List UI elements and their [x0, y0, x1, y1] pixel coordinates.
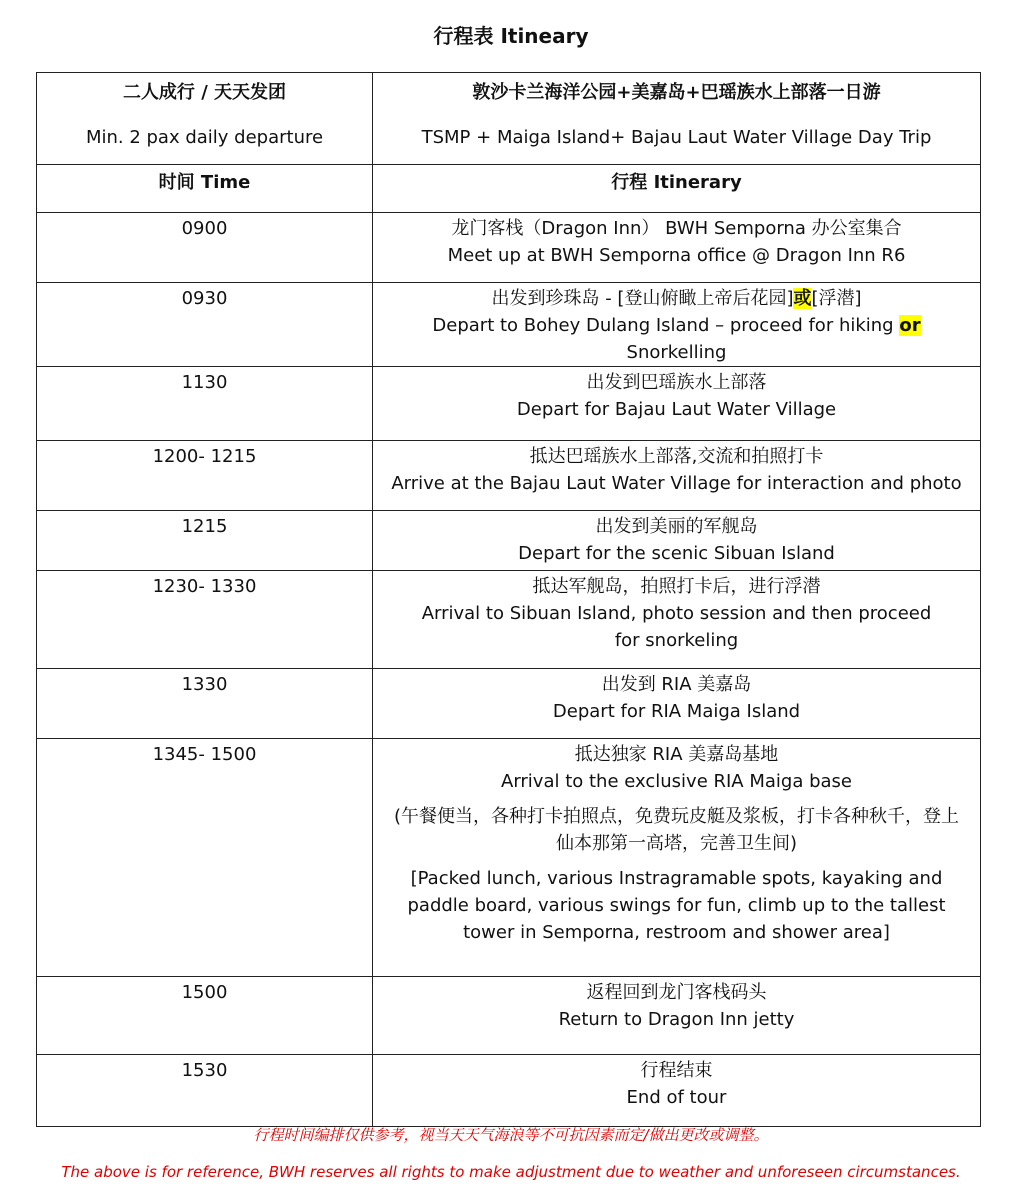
row-itinerary-zh: 返程回到龙门客栈码头 [586, 982, 767, 1003]
row-itinerary-zh: 出发到美丽的军舰岛 [595, 516, 758, 537]
min-pax-en: Min. 2 pax daily departure [85, 127, 324, 148]
row-itinerary [373, 441, 981, 511]
disclaimer-en: The above is for reference, BWH reserves all rights to make adjustment due to weather and unforeseen circumstances. [61, 1163, 961, 1181]
row-itinerary-en: Arrive at the Bajau Laut Water Village for interaction and photo [391, 473, 962, 494]
row-itinerary [373, 571, 981, 669]
row-itinerary-zh: 行程结束 [640, 1060, 713, 1081]
row-itinerary-en: Depart for the scenic Sibuan Island [518, 543, 835, 564]
en-part-b: Snorkelling [626, 342, 727, 363]
highlight-or-zh: 或 [793, 288, 812, 309]
amenities-note-zh: (午餐便当，各种打卡拍照点，免费玩皮艇及浆板，打卡各种秋千，登上仙本那第一高塔，完善卫生间) [393, 806, 960, 854]
table-row [37, 571, 981, 669]
row-itinerary [373, 1055, 981, 1127]
table-row [37, 367, 981, 441]
amenities-note-en: [Packed lunch, various Instragramable spots, kayaking and paddle board, various swings for fun, climb up to the tallest tower in Semporna, restroom and shower area] [407, 868, 946, 943]
row-itinerary [373, 511, 981, 571]
zh-part-a: 出发到珍珠岛 - [登山俯瞰上帝后花园] [491, 288, 794, 309]
row-time: 1130 [37, 367, 373, 441]
row-time: 1230- 1330 [37, 571, 373, 669]
row-itinerary [373, 739, 981, 977]
row-time: 1500 [37, 977, 373, 1055]
column-header-time: 时间 Time [37, 165, 373, 213]
table-row [37, 511, 981, 571]
row-itinerary-zh: 出发到 RIA 美嘉岛 [601, 674, 752, 695]
row-time: 1330 [37, 669, 373, 739]
table-row [37, 977, 981, 1055]
row-itinerary-en: Depart for RIA Maiga Island [552, 701, 801, 722]
row-itinerary [373, 977, 981, 1055]
table-row [37, 213, 981, 283]
column-header-itinerary: 行程 Itinerary [373, 165, 981, 213]
row-time: 1530 [37, 1055, 373, 1127]
highlight-or-en: or [899, 315, 921, 336]
row-time: 0900 [37, 213, 373, 283]
table-row [37, 739, 981, 977]
trip-name-zh: 敦沙卡兰海洋公园+美嘉岛+巴瑶族水上部落一日游 [472, 82, 881, 103]
row-time: 1345- 1500 [37, 739, 373, 977]
row-itinerary-zh [383, 285, 970, 312]
header-cell-trip [373, 73, 981, 165]
table-row [37, 441, 981, 511]
table-row [37, 283, 981, 367]
row-itinerary-en [383, 312, 970, 366]
row-itinerary [373, 213, 981, 283]
row-itinerary-zh: 抵达军舰岛，拍照打卡后，进行浮潜 [532, 576, 821, 597]
row-itinerary-zh: 抵达独家 RIA 美嘉岛基地 [574, 744, 779, 765]
column-header-row [37, 165, 981, 213]
page-title: 行程表 Itineary [433, 24, 589, 48]
disclaimer-zh: 行程时间编排仅供参考，视当天天气海浪等不可抗因素而定/做出更改或调整。 [253, 1126, 769, 1144]
row-itinerary-zh: 出发到巴瑶族水上部落 [586, 372, 767, 393]
row-time: 1200- 1215 [37, 441, 373, 511]
table-row [37, 1055, 981, 1127]
row-itinerary-en: Return to Dragon Inn jetty [558, 1009, 795, 1030]
row-itinerary-en: Arrival to the exclusive RIA Maiga base [501, 771, 852, 792]
header-cell-group [37, 73, 373, 165]
header-row [37, 73, 981, 165]
row-time: 1215 [37, 511, 373, 571]
row-itinerary-zh: 抵达巴瑶族水上部落,交流和拍照打卡 [529, 446, 824, 467]
row-itinerary [373, 283, 981, 367]
row-itinerary-en: End of tour [626, 1087, 727, 1108]
row-itinerary-en: Arrival to Sibuan Island, photo session and then proceed for snorkeling [421, 603, 932, 651]
zh-part-b: [浮潜] [811, 288, 862, 309]
itinerary-table [36, 72, 981, 1127]
row-itinerary-en: Depart for Bajau Laut Water Village [516, 399, 837, 420]
trip-name-en: TSMP + Maiga Island+ Bajau Laut Water Village Day Trip [421, 127, 932, 148]
row-itinerary [373, 367, 981, 441]
row-itinerary-en: Meet up at BWH Semporna office @ Dragon Inn R6 [447, 245, 906, 266]
row-time: 0930 [37, 283, 373, 367]
en-part-a: Depart to Bohey Dulang Island – proceed for hiking [432, 315, 900, 336]
table-row [37, 669, 981, 739]
row-itinerary-zh: 龙门客栈（Dragon Inn） BWH Semporna 办公室集合 [451, 218, 902, 239]
min-pax-zh: 二人成行 / 天天发团 [122, 82, 287, 103]
row-itinerary [373, 669, 981, 739]
